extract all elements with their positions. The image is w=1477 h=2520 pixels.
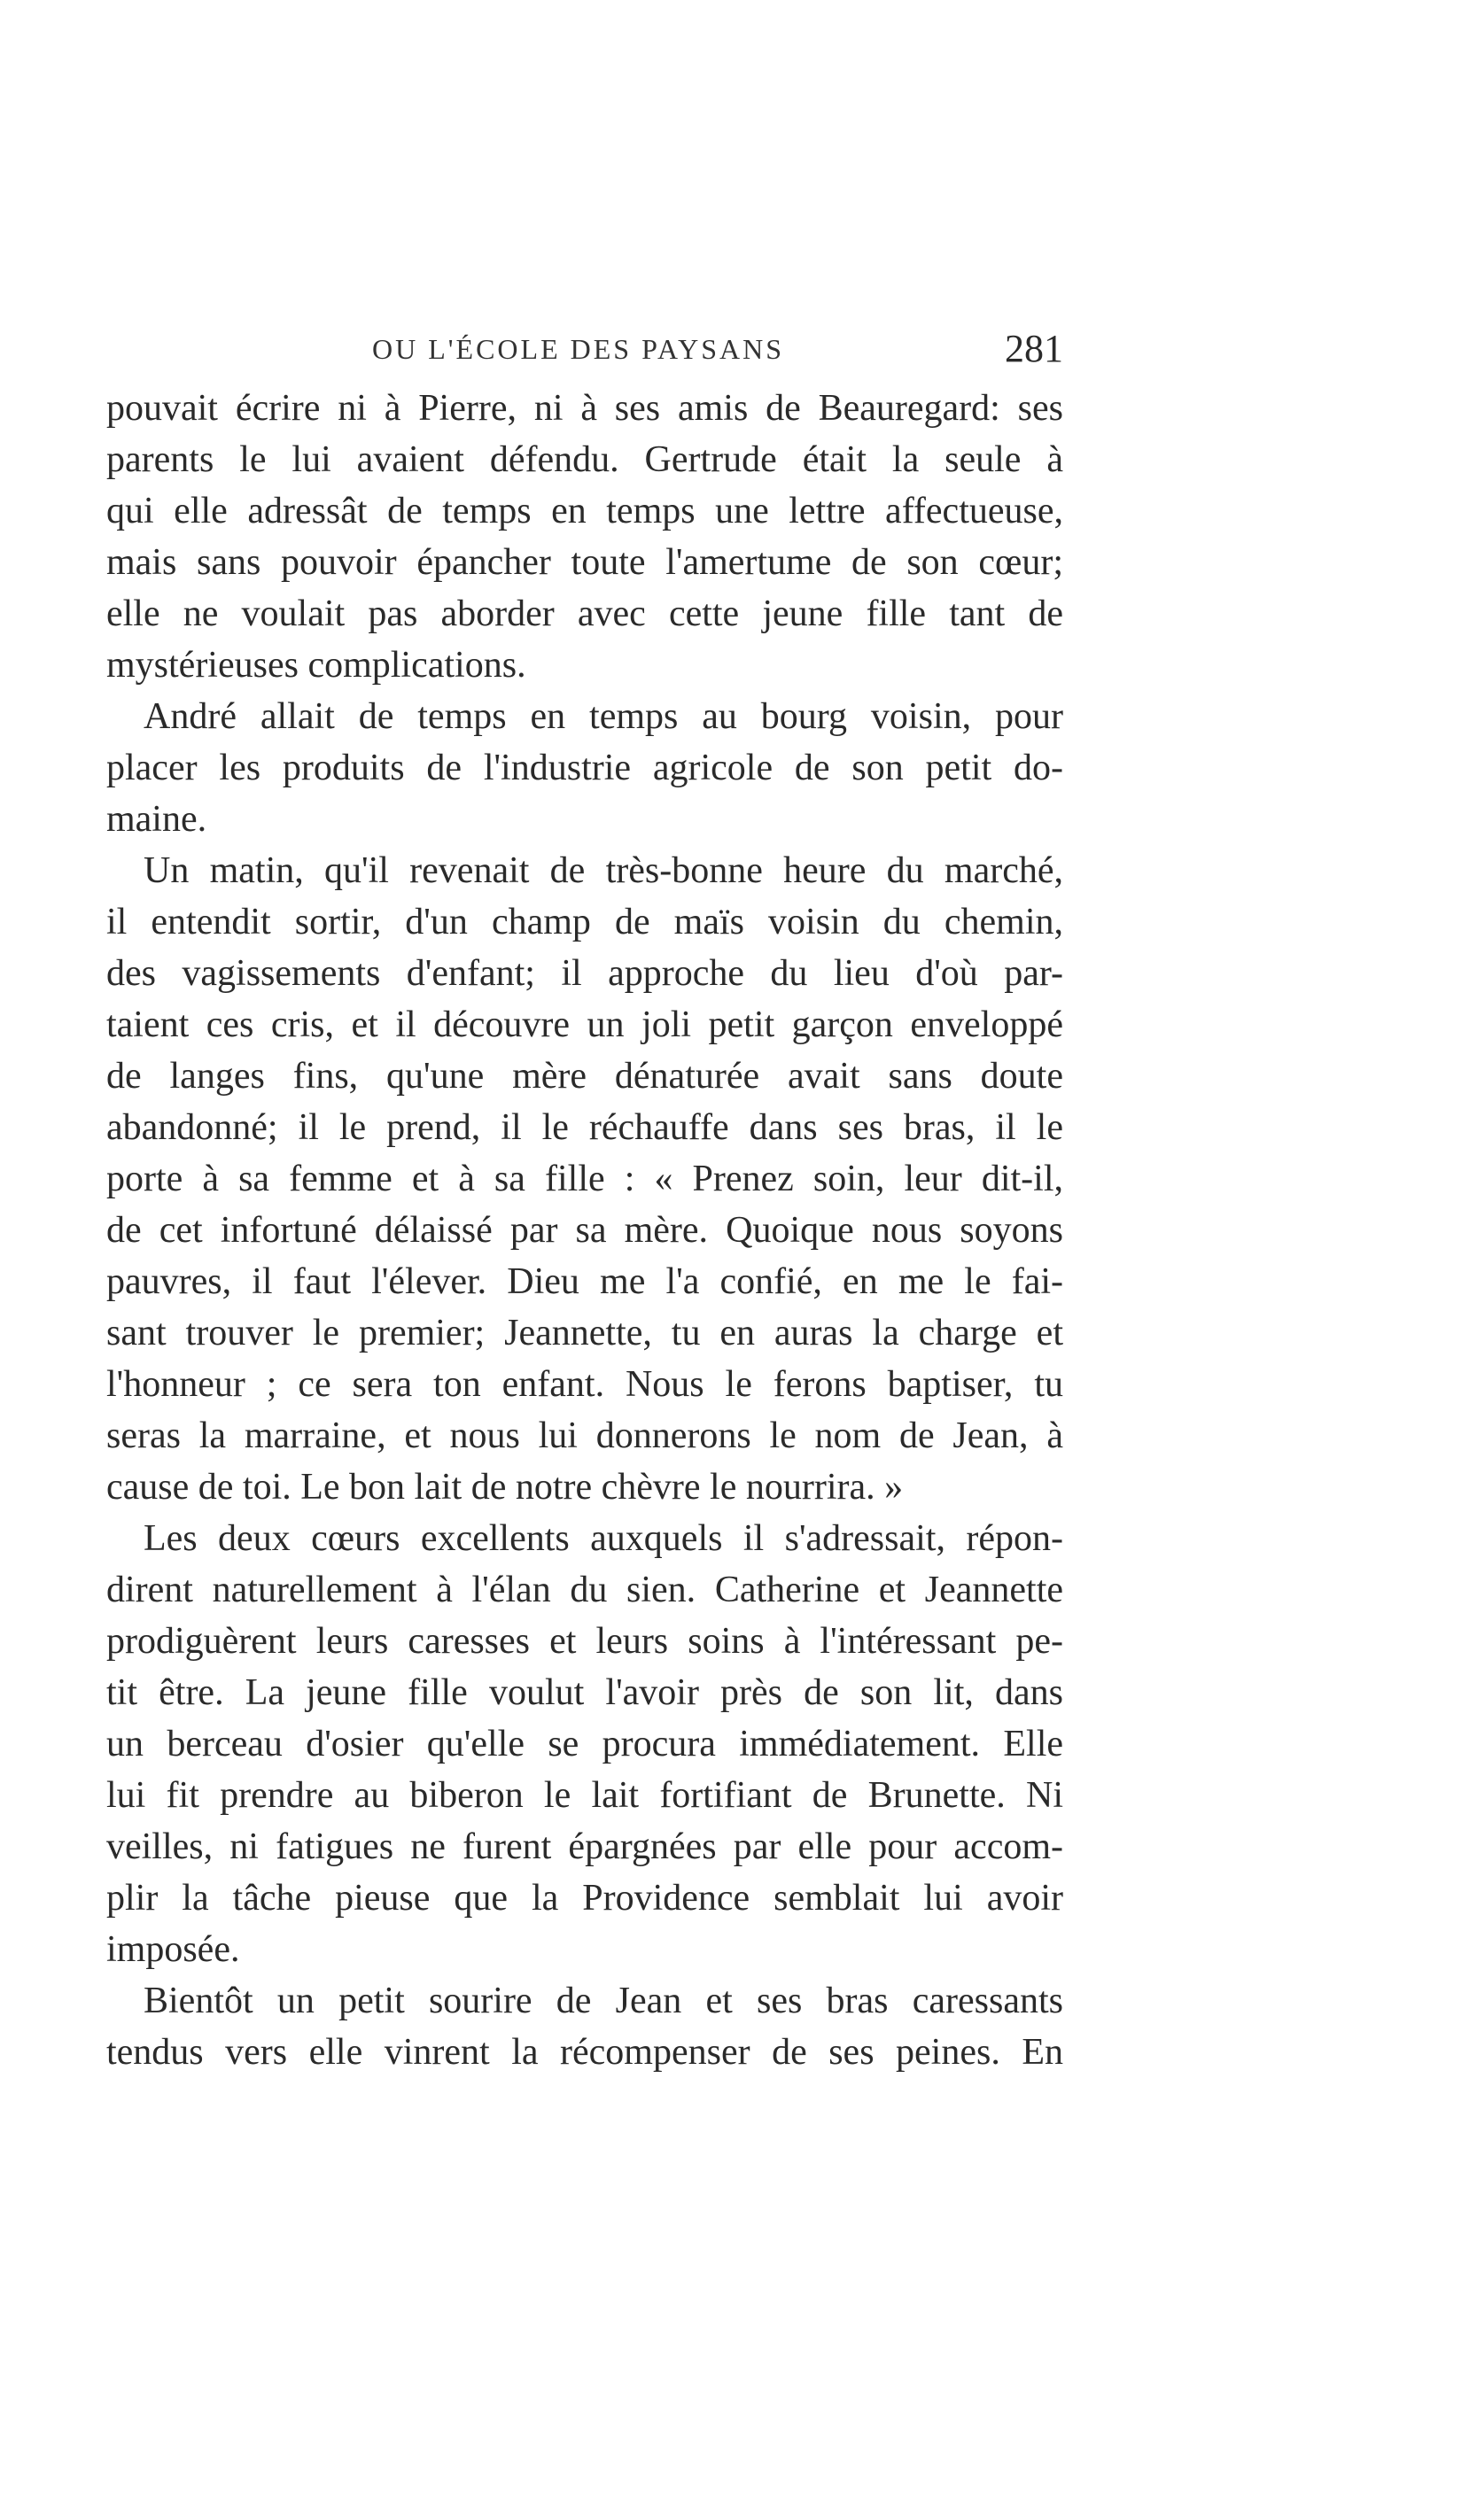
text-line: abandonné; il le prend, il le réchauffe dans ses bras, il le [106, 1107, 1063, 1148]
text-line: de cet infortuné délaissé par sa mère. Quoique nous soyons [106, 1210, 1063, 1251]
text-line: Bientôt un petit sourire de Jean et ses bras caressants [144, 1981, 1063, 2021]
text-line: Un matin, qu'il revenait de très-bonne heure du marché, [144, 850, 1063, 891]
text-line: de langes fins, qu'une mère dénaturée avait sans doute [106, 1056, 1063, 1097]
text-line: seras la marraine, et nous lui donnerons le nom de Jean, à [106, 1415, 1063, 1456]
text-line: placer les produits de l'industrie agricole de son petit do- [106, 748, 1063, 788]
running-head [106, 327, 1063, 383]
text-line: imposée. [106, 1929, 240, 1970]
text-line: un berceau d'osier qu'elle se procura immédiatement. Elle [106, 1724, 1063, 1764]
text-line: mystérieuses complications. [106, 645, 526, 686]
text-line: parents le lui avaient défendu. Gertrude était la seule à [106, 439, 1063, 480]
text-line: prodiguèrent leurs caresses et leurs soins à l'intéressant pe- [106, 1621, 1063, 1662]
running-title: OU L'ÉCOLE DES PAYSANS [372, 333, 785, 365]
text-line: Les deux cœurs excellents auxquels il s'adressait, répon- [144, 1518, 1063, 1559]
page-number: 281 [1005, 327, 1063, 370]
text-line: qui elle adressât de temps en temps une lettre affectueuse, [106, 491, 1063, 531]
text-line: des vagissements d'enfant; il approche du lieu d'où par- [106, 953, 1063, 994]
text-line: André allait de temps en temps au bourg voisin, pour [144, 696, 1063, 737]
text-line: tendus vers elle vinrent la récompenser de ses peines. En [106, 2032, 1063, 2073]
text-line: pouvait écrire ni à Pierre, ni à ses amis de Beauregard: ses [106, 388, 1063, 429]
text-line: porte à sa femme et à sa fille : « Prenez soin, leur dit-il, [106, 1159, 1063, 1199]
text-line: plir la tâche pieuse que la Providence semblait lui avoir [106, 1878, 1063, 1919]
text-line: lui fit prendre au biberon le lait fortifiant de Brunette. Ni [106, 1775, 1063, 1816]
text-line: tit être. La jeune fille voulut l'avoir près de son lit, dans [106, 1672, 1063, 1713]
text-line: l'honneur ; ce sera ton enfant. Nous le ferons baptiser, tu [106, 1364, 1063, 1405]
text-line: sant trouver le premier; Jeannette, tu en auras la charge et [106, 1313, 1063, 1353]
text-line: veilles, ni fatigues ne furent épargnées par elle pour accom- [106, 1826, 1063, 1867]
text-line: dirent naturellement à l'élan du sien. Catherine et Jeannette [106, 1570, 1063, 1610]
text-line: mais sans pouvoir épancher toute l'amertume de son cœur; [106, 542, 1063, 583]
text-line: il entendit sortir, d'un champ de maïs voisin du chemin, [106, 902, 1063, 942]
text-line: taient ces cris, et il découvre un joli petit garçon enveloppé [106, 1004, 1063, 1045]
text-line: elle ne voulait pas aborder avec cette jeune fille tant de [106, 593, 1063, 634]
text-line: pauvres, il faut l'élever. Dieu me l'a confié, en me le fai- [106, 1261, 1063, 1302]
body-text [106, 383, 1063, 2078]
text-line: cause de toi. Le bon lait de notre chèvre le nourrira. » [106, 1467, 904, 1508]
text-line: maine. [106, 799, 207, 840]
